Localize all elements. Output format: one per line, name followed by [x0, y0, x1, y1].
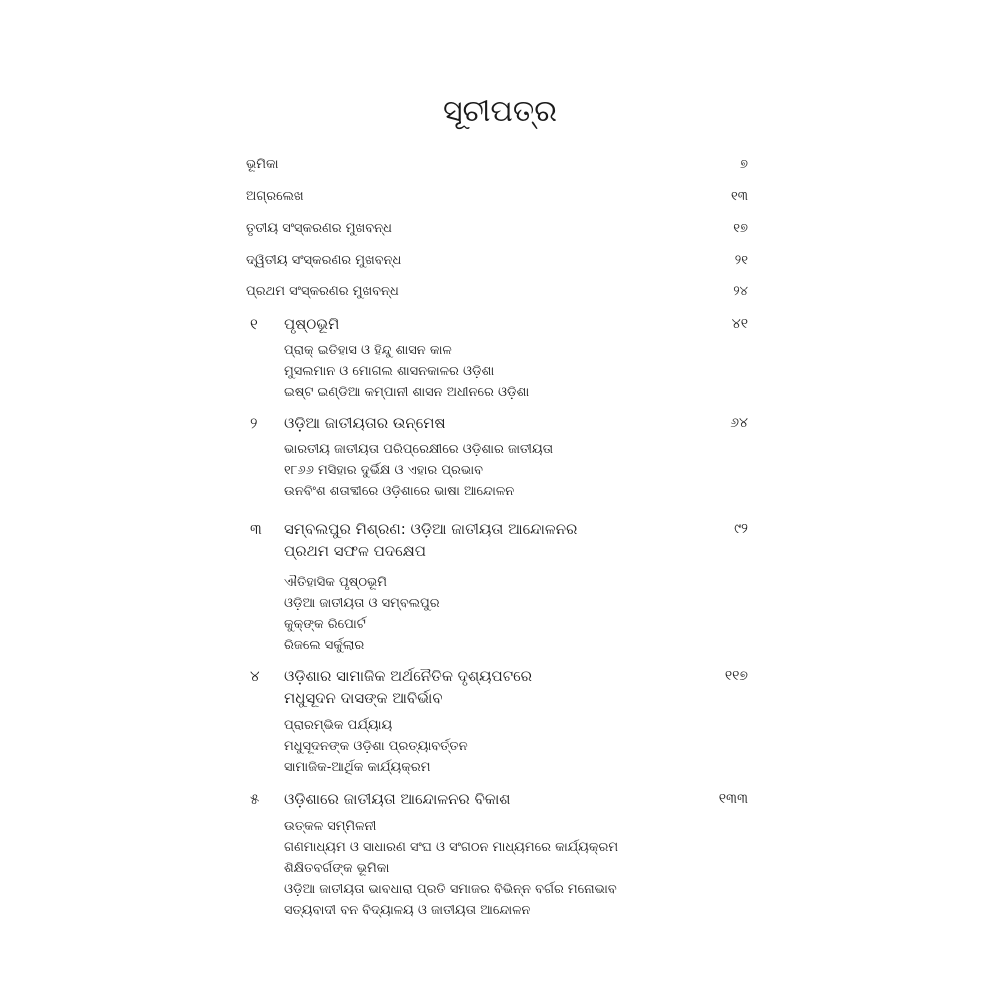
- subsection-list: [284, 340, 744, 403]
- chapter-title-line: ଓଡ଼ିଆ ଜାତୀୟତାର ଉନ୍ମେଷ: [284, 414, 446, 432]
- subsection-item: ରିଜଲେ ସର୍କୁଲାର: [284, 638, 365, 653]
- toc-entry-page: ୨୧: [734, 253, 748, 268]
- chapter-number: ୨: [250, 414, 258, 432]
- chapter-title: [284, 665, 684, 709]
- subsection-item: ମୁସଲମାନ ଓ ମୋଗଲ ଶାସନକାଳର ଓଡ଼ିଶା: [284, 364, 495, 379]
- subsection-item: ସତ୍ୟବାଦୀ ବନ ବିଦ୍ୟାଳୟ ଓ ଜାତୀୟତା ଆନ୍ଦୋଳନ: [284, 903, 531, 918]
- subsection-item: ପ୍ରାକ୍ ଇତିହାସ ଓ ହିନ୍ଦୁ ଶାସନ କାଳ: [284, 343, 452, 358]
- toc-entry-label: ଭୂମିକା: [246, 157, 279, 172]
- subsection-item: କୁକ୍‌ଙ୍କ ରିପୋର୍ଟ: [284, 617, 366, 632]
- chapter-page: ୧୧୭: [724, 668, 748, 684]
- subsection-item: ଓଡ଼ିଆ ଜାତୀୟତା ଓ ସମ୍ବଲପୁର: [284, 596, 440, 611]
- chapter-title: [284, 518, 684, 562]
- chapter-title: [284, 313, 684, 335]
- chapter-page: ୬୪: [730, 415, 748, 431]
- subsection-list: [284, 816, 744, 921]
- chapter-title-line: ପୃଷ୍ଠଭୂମି: [284, 315, 340, 333]
- chapter-page: ୪୧: [731, 316, 748, 332]
- subsection-list: [284, 715, 744, 778]
- chapter-title-line: ଓଡ଼ିଶାର ସାମାଜିକ ଅର୍ଥନୈତିକ ଦୃଶ୍ୟପଟରେ: [284, 667, 533, 685]
- toc-entry-page: ୧୩: [731, 189, 748, 204]
- chapter-title-line: ପ୍ରଥମ ସଫଳ ପଦକ୍ଷେପ: [284, 542, 426, 560]
- chapter-page: ୧୩୩: [718, 791, 748, 807]
- chapter-title: [284, 412, 684, 434]
- toc-entry-page: ୧୭: [733, 221, 748, 236]
- subsection-item: ଐତିହାସିକ ପୃଷ୍ଠଭୂମି: [284, 575, 387, 590]
- subsection-item: ଶିକ୍ଷିତବର୍ଗଙ୍କ ଭୂମିକା: [284, 861, 390, 876]
- subsection-item: ସାମାଜିକ-ଆର୍ଥିକ କାର୍ଯ୍ୟକ୍ରମ: [284, 760, 431, 775]
- subsection-list: [284, 572, 744, 656]
- subsection-item: ଉନବିଂଶ ଶତାବ୍ଦୀରେ ଓଡ଼ିଶାରେ ଭାଷା ଆନ୍ଦୋଳନ: [284, 484, 515, 499]
- chapter-title-line: ସମ୍ବଲପୁର ମିଶ୍ରଣ: ଓଡ଼ିଆ ଜାତୀୟତା ଆନ୍ଦୋଳନର: [284, 520, 578, 538]
- subsection-list: [284, 439, 744, 502]
- toc-entry-label: ଅଗ୍ରଲେଖ: [246, 189, 304, 204]
- subsection-item: ଉତ୍କଳ ସମ୍ମିଳନୀ: [284, 819, 377, 834]
- chapter-title-line: ମଧୁସୂଦନ ଦାସଙ୍କ ଆବିର୍ଭାବ: [284, 689, 443, 707]
- chapter-number: ୫: [250, 790, 260, 808]
- chapter-title: [284, 788, 684, 810]
- toc-entry-page: ୭: [740, 157, 748, 172]
- toc-entry-label: ତୃତୀୟ ସଂସ୍କରଣର ମୁଖବନ୍ଧ: [246, 221, 392, 236]
- toc-entry-page: ୨୪: [733, 284, 748, 299]
- chapter-number: ୩: [250, 520, 262, 538]
- subsection-item: ଇଷ୍ଟ ଇଣ୍ଡିଆ କମ୍ପାନୀ ଶାସନ ଅଧୀନରେ ଓଡ଼ିଶା: [284, 385, 530, 400]
- subsection-item: ଭାରତୀୟ ଜାତୀୟତା ପରିପ୍ରେକ୍ଷୀରେ ଓଡ଼ିଶାର ଜାତୀୟତା: [284, 442, 554, 457]
- subsection-item: ୧୮୬୬ ମସିହାର ଦୁର୍ଭିକ୍ଷ ଓ ଏହାର ପ୍ରଭାବ: [284, 463, 483, 478]
- chapter-title-line: ଓଡ଼ିଶାରେ ଜାତୀୟତା ଆନ୍ଦୋଳନର ବିକାଶ: [284, 790, 511, 808]
- toc-entry-label: ପ୍ରଥମ ସଂସ୍କରଣର ମୁଖବନ୍ଧ: [246, 284, 399, 299]
- toc-entry-label: ଦ୍ୱିତୀୟ ସଂସ୍କରଣର ମୁଖବନ୍ଧ: [246, 253, 402, 268]
- page-title: ସୂଚୀପତ୍ର: [443, 94, 557, 129]
- subsection-item: ଗଣମାଧ୍ୟମ ଓ ସାଧାରଣ ସଂଘ ଓ ସଂଗଠନ ମାଧ୍ୟମରେ କାର୍ଯ୍ୟକ୍ରମ: [284, 840, 619, 855]
- subsection-item: ମଧୁସୂଦନଙ୍କ ଓଡ଼ିଶା ପ୍ରତ୍ୟାବର୍ତ୍ତନ: [284, 739, 468, 754]
- chapter-number: ୧: [250, 315, 258, 333]
- subsection-item: ପ୍ରାରମ୍ଭିକ ପର୍ଯ୍ୟାୟ: [284, 718, 393, 733]
- chapter-page: ୯୨: [734, 521, 748, 537]
- subsection-item: ଓଡ଼ିଆ ଜାତୀୟତା ଭାବଧାରା ପ୍ରତି ସମାଜର ବିଭିନ୍ନ ବର୍ଗର ମନୋଭାବ: [284, 882, 617, 897]
- chapter-number: ୪: [250, 667, 260, 685]
